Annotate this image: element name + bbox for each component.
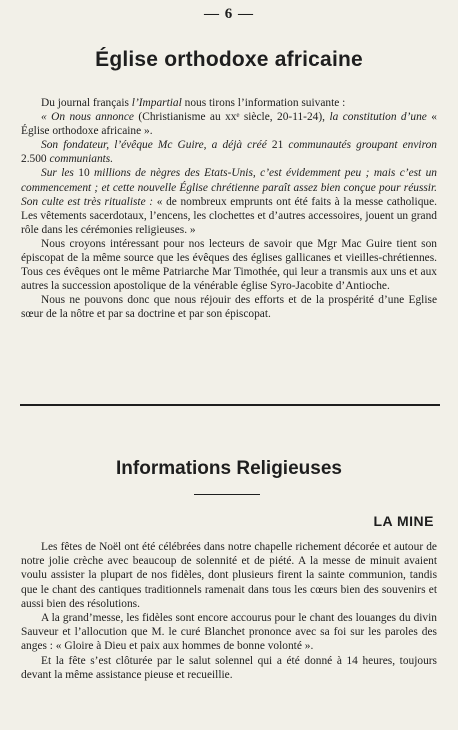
source-name: l’Impartial	[131, 97, 182, 109]
article-title: Église orthodoxe africaine	[95, 48, 363, 71]
section-body	[21, 540, 437, 682]
article-paragraph: « On nous annonce (Christianisme au xxᵉ siècle, 20-11-24), la constitution d’une « Église orthodoxe africaine ».	[21, 111, 437, 138]
article-paragraph: Sur les 10 millions de nègres des Etats-Unis, c’est évidemment peu ; mais c’est un commencement ; et cette nouvelle Église chrétienne paraît assez bien conçue pour réussir. Son culte est très ritualiste : « de nombreux emprunts ont été faits à la messe catholique. Les vêtements sacerdotaux, l’encens, les clochettes et d’autres accessoires, jouent un grand rôle dans les cérémonies religieuses. »	[21, 167, 437, 236]
section-paragraph: A la grand’messe, les fidèles sont encore accourus pour le chant des louanges du divin Sauveur et l’allocution que M. le curé Blanchet prononce avec sa foi sur les paroles des anges : « Gloire à Dieu et paix aux hommes de bonne volonté ».	[21, 612, 437, 653]
article-paragraph: Son fondateur, l’évêque Mc Guire, a déjà créé 21 communautés groupant environ 2.500 communiants.	[21, 139, 437, 166]
subsection-title: LA MINE	[373, 513, 434, 529]
title-underline	[194, 494, 260, 495]
page-number: — 6 —	[204, 6, 254, 22]
article-paragraph: Nous ne pouvons donc que nous réjouir des efforts et de la prospérité d’une Eglise sœur de la nôtre et par sa doctrine et par son épiscopat.	[21, 294, 437, 321]
section-paragraph: Et la fête s’est clôturée par le salut solennel qui a été donné à 14 heures, toujours devant la même assistance pieuse et recueillie.	[21, 654, 437, 681]
section-title: Informations Religieuses	[116, 458, 342, 479]
article-paragraph: Nous croyons intéressant pour nos lecteurs de savoir que Mgr Mac Guire tient son épiscopat de la même source que les évêques des églises gallicanes et vieilles-chrétiennes. Tous ces évêques ont le même Patriarche Mar Timothée, qui leur a transmis aux uns et aux autres la succession apostolique de la vénérable église Syro-Jacobite d’Antioche.	[21, 237, 437, 293]
article-body	[21, 96, 437, 322]
section-divider	[20, 404, 440, 406]
article-paragraph: Du journal français l’Impartial nous tirons l’information suivante :	[41, 97, 346, 109]
section-paragraph: Les fêtes de Noël ont été célébrées dans notre chapelle richement décorée et autour de notre jolie crèche avec beaucoup de solennité et de piété. A la messe de minuit avaient voulu assister la plupart de nos fidèles, dont plusieurs firent la sainte communion, tandis que le chant des cantiques traditionnels ramenait dans tous les cœurs bien des souvenirs et aussi bien des résolutions.	[21, 541, 437, 610]
